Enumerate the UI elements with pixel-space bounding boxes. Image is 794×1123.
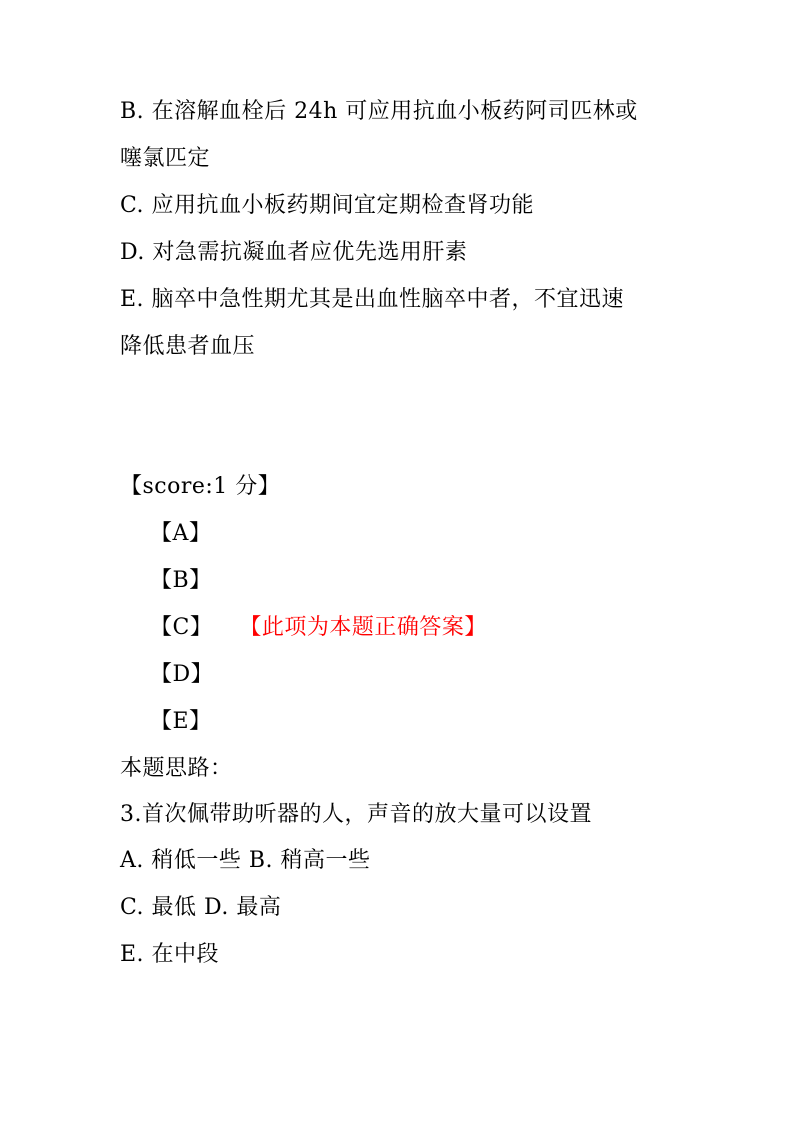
answer-c-label: 【C】 (150, 615, 213, 640)
question-3-stem: 3.首次佩带助听器的人，声音的放大量可以设置 (120, 802, 592, 827)
answer-e-label: 【E】 (150, 709, 212, 734)
option-b-line-2: 噻氯匹定 (120, 146, 211, 171)
explanation-label: 本题思路： (120, 756, 233, 781)
question-3-options-cd: C. 最低 D. 最高 (120, 895, 282, 920)
answer-b (150, 566, 212, 596)
correct-answer-note: 【此项为本题正确答案】 (250, 615, 487, 640)
answer-d (150, 660, 213, 690)
answer-d-label: 【D】 (150, 662, 214, 687)
option-e-line-2: 降低患者血压 (120, 334, 256, 359)
answer-e (150, 707, 212, 737)
answer-b-label: 【B】 (150, 568, 212, 593)
answer-c (150, 613, 487, 643)
question-3-options-ab: A. 稍低一些 B. 稍高一些 (120, 848, 371, 873)
option-e-line-1: E. 脑卒中急性期尤其是出血性脑卒中者，不宜迅速 (120, 287, 625, 312)
answer-a (150, 519, 211, 549)
answer-a-label: 【A】 (150, 521, 212, 546)
option-b-line-1: B. 在溶解血栓后 24h 可应用抗血小板药阿司匹林或 (120, 99, 638, 124)
score-label: 【score:1 分】 (120, 474, 281, 499)
option-c: C. 应用抗血小板药期间宜定期检查肾功能 (120, 193, 535, 218)
question-3-option-e: E. 在中段 (120, 942, 220, 967)
option-d: D. 对急需抗凝血者应优先选用肝素 (120, 240, 468, 265)
